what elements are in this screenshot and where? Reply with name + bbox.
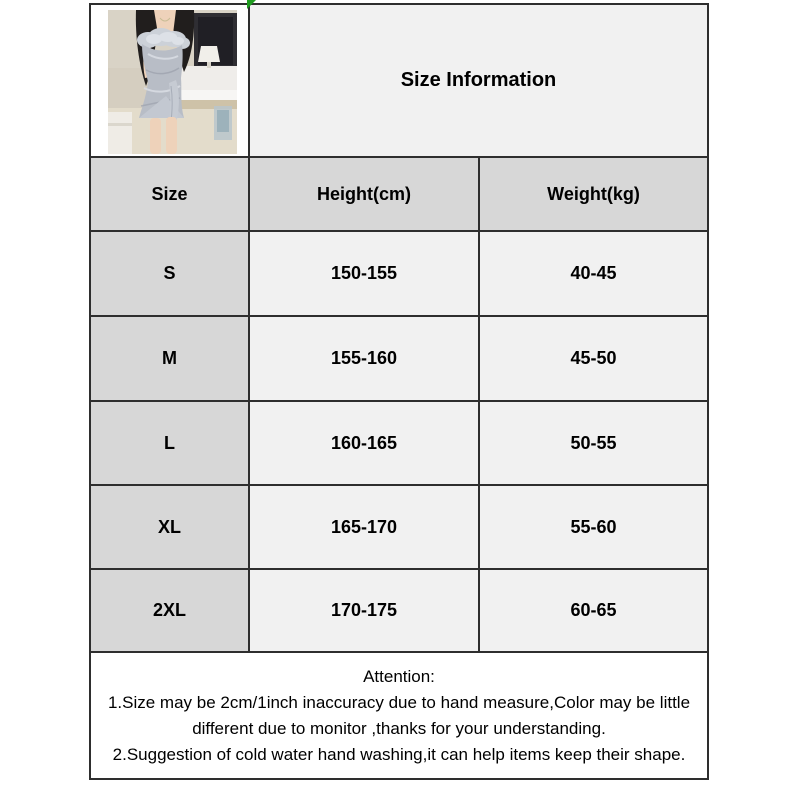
attention-line: 2.Suggestion of cold water hand washing,it can help items keep their shape.: [112, 744, 686, 764]
attention-line: different due to monitor ,thanks for your understanding.: [192, 718, 606, 738]
height-value: 170-175: [249, 569, 479, 652]
height-value: 160-165: [249, 401, 479, 485]
column-header-size: Size: [90, 157, 249, 231]
weight-value: 55-60: [479, 485, 708, 569]
table-row-attention: [90, 652, 708, 779]
page-title: Size Information: [400, 69, 557, 91]
product-photo-cell: [90, 4, 249, 157]
table-row: [90, 231, 708, 316]
column-header-weight: Weight(kg): [479, 157, 708, 231]
height-value: 165-170: [249, 485, 479, 569]
weight-value: 50-55: [479, 401, 708, 485]
table-row: [90, 569, 708, 652]
table-title-cell: [249, 4, 708, 157]
size-label-m: M: [90, 316, 249, 401]
lamp-shape: [198, 46, 220, 62]
table-row: [90, 485, 708, 569]
table-row: [90, 401, 708, 485]
weight-value: 40-45: [479, 231, 708, 316]
table-row: [90, 316, 708, 401]
column-header-height: Height(cm): [249, 157, 479, 231]
height-value: 155-160: [249, 316, 479, 401]
table-header-row: [90, 157, 708, 231]
table-row-title: [90, 4, 708, 157]
product-photo: [108, 10, 237, 154]
size-label-l: L: [90, 401, 249, 485]
weight-value: 60-65: [479, 569, 708, 652]
weight-value: 45-50: [479, 316, 708, 401]
attention-heading: Attention:: [363, 666, 435, 686]
size-label-2xl: 2XL: [90, 569, 249, 652]
attention-note-cell: [90, 652, 708, 779]
height-value: 150-155: [249, 231, 479, 316]
size-information-table: [89, 3, 709, 780]
attention-line: 1.Size may be 2cm/1inch inaccuracy due to hand measure,Color may be little: [107, 692, 691, 712]
size-label-s: S: [90, 231, 249, 316]
size-label-xl: XL: [90, 485, 249, 569]
